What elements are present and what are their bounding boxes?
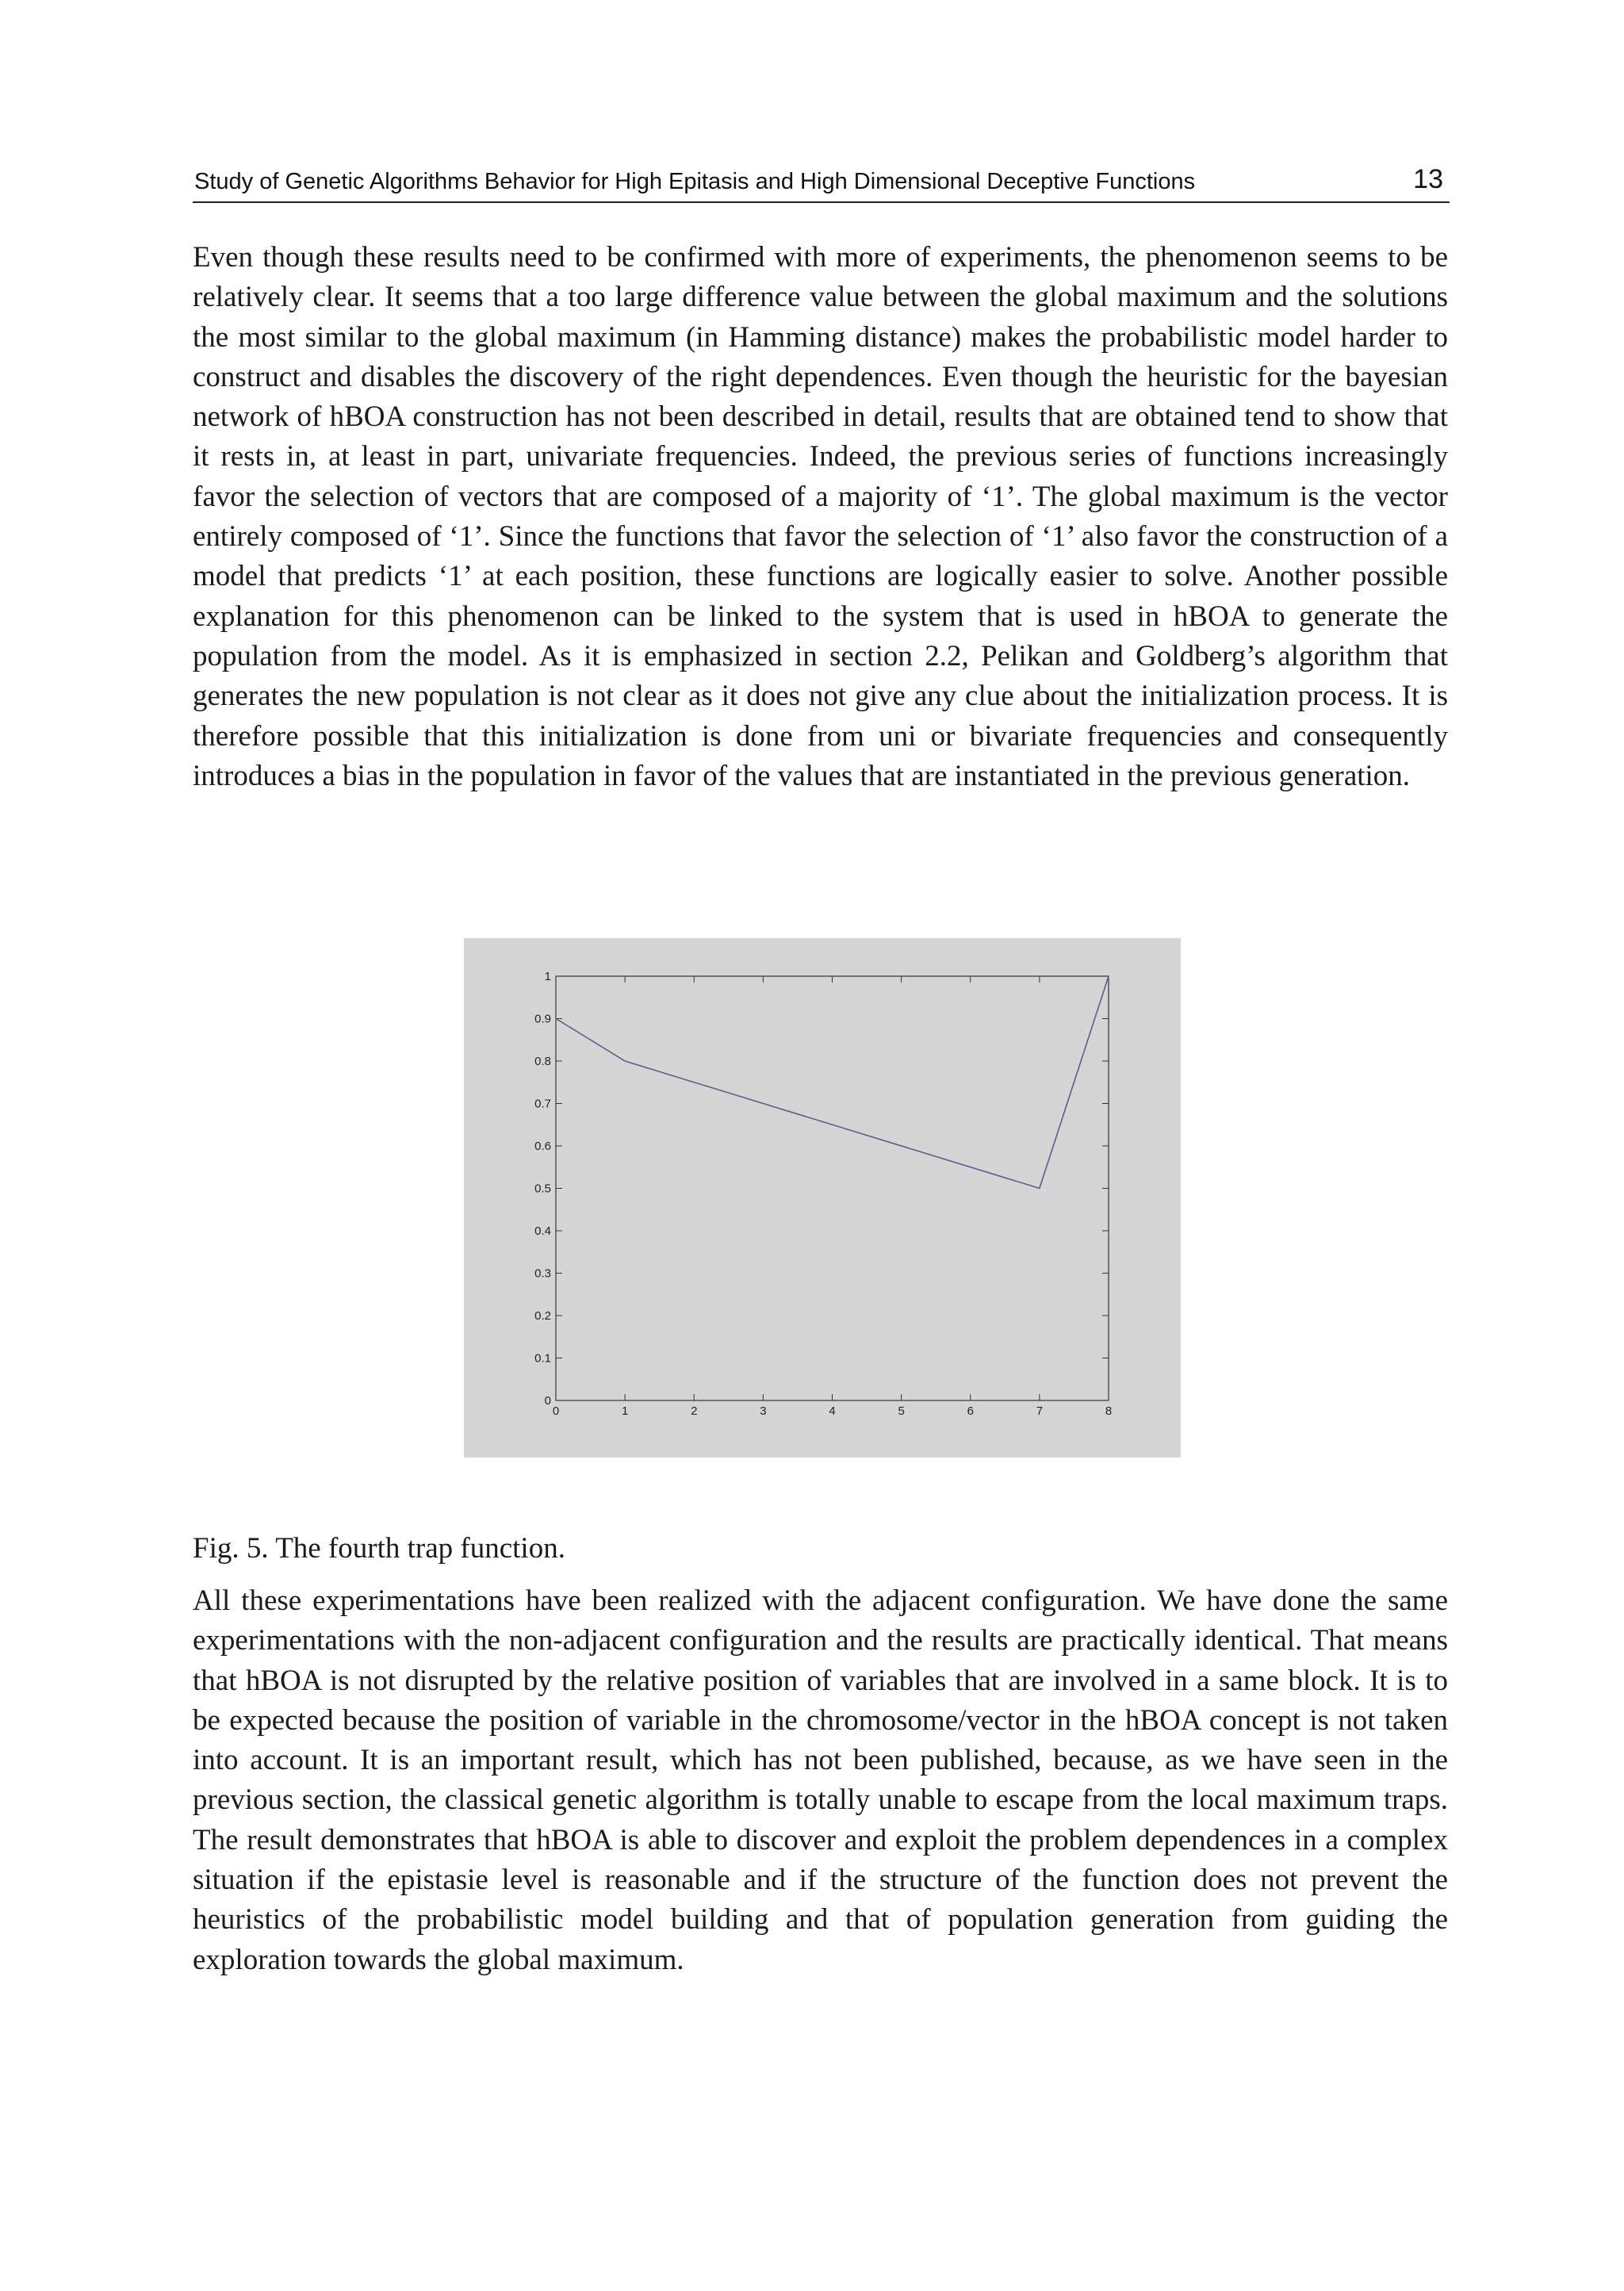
y-tick-label: 0.4 [534, 1224, 551, 1238]
figure-caption: Fig. 5. The fourth trap function. [193, 1532, 565, 1565]
paragraph-1: Even though these results need to be confirmed with more of experiments, the phenomenon seems to be relatively clear. It seems that a too large difference value between the global maximum and the solutions the most similar to the global maximum (in Hamming distance) makes the probabilistic model harder to construct and disables the discovery of the right dependences. Even though the heuristic for the bayesian network of hBOA construction has not been described in detail, results that are obtained tend to show that it rests in, at least in part, univariate frequencies. Indeed, the previous series of functions increasingly favor the selection of vectors that are composed of a majority of ‘1’. The global maximum is the vector entirely composed of ‘1’. Since the functions that favor the selection of ‘1’ also favor the construction of a model that predicts ‘1’ at each position, these functions are logically easier to solve. Another possible explanation for this phenomenon can be linked to the system that is used in hBOA to generate the population from the model. As it is emphasized in section 2.2, Pelikan and Goldberg’s algorithm that generates the new population is not clear as it does not give any clue about the initialization process. It is therefore possible that this initialization is done from uni or bivariate frequencies and consequently introduces a bias in the population in favor of the values that are instantiated in the previous generation. [193, 241, 1448, 792]
x-tick-label: 1 [621, 1404, 629, 1418]
x-tick-label: 7 [1036, 1404, 1044, 1418]
y-tick-label: 0.9 [534, 1012, 551, 1026]
page-number: 13 [1413, 164, 1443, 194]
y-tick-label: 0.5 [534, 1182, 551, 1196]
y-tick-label: 0.1 [534, 1351, 551, 1366]
x-tick-label: 3 [760, 1404, 767, 1418]
x-tick-label: 6 [967, 1404, 974, 1418]
x-tick-label: 0 [552, 1404, 560, 1418]
x-tick-label: 2 [691, 1404, 698, 1418]
y-tick-label: 0.3 [534, 1266, 551, 1281]
x-tick-label: 8 [1105, 1404, 1113, 1418]
paragraph-2: All these experimentations have been realized with the adjacent configuration. We have done the same experimentations with the non-adjacent configuration and the results are practically identical. That means that hBOA is not disrupted by the relative position of variables that are involved in a same block. It is to be expected because the position of variable in the chromosome/vector in the hBOA concept is not taken into account. It is an important result, which has not been published, because, as we have seen in the previous section, the classical genetic algorithm is totally unable to escape from the local maximum traps. The result demonstrates that hBOA is able to discover and exploit the problem dependences in a complex situation if the epistasie level is reasonable and if the structure of the function does not prevent the heuristics of the probabilistic model building and that of population generation from guiding the exploration towards the global maximum. [193, 1584, 1448, 1976]
y-tick-label: 0.7 [534, 1097, 551, 1111]
y-tick-label: 0.8 [534, 1055, 551, 1068]
header-title: Study of Genetic Algorithms Behavior for High Epitasis and High Dimensional Deceptive Functions [194, 169, 1196, 194]
running-header [193, 163, 1450, 203]
trap-function-chart [464, 938, 1181, 1458]
y-tick-label: 0 [544, 1394, 551, 1408]
y-tick-label: 0.6 [534, 1140, 551, 1153]
series-line [556, 976, 1109, 1189]
y-tick-label: 0.2 [534, 1309, 551, 1323]
plot-area [534, 970, 1112, 1418]
axes-frame [556, 976, 1109, 1400]
y-tick-label: 1 [544, 970, 551, 983]
x-tick-label: 5 [898, 1404, 905, 1418]
figure-5-chart [464, 938, 1181, 1458]
x-tick-label: 4 [829, 1404, 836, 1418]
